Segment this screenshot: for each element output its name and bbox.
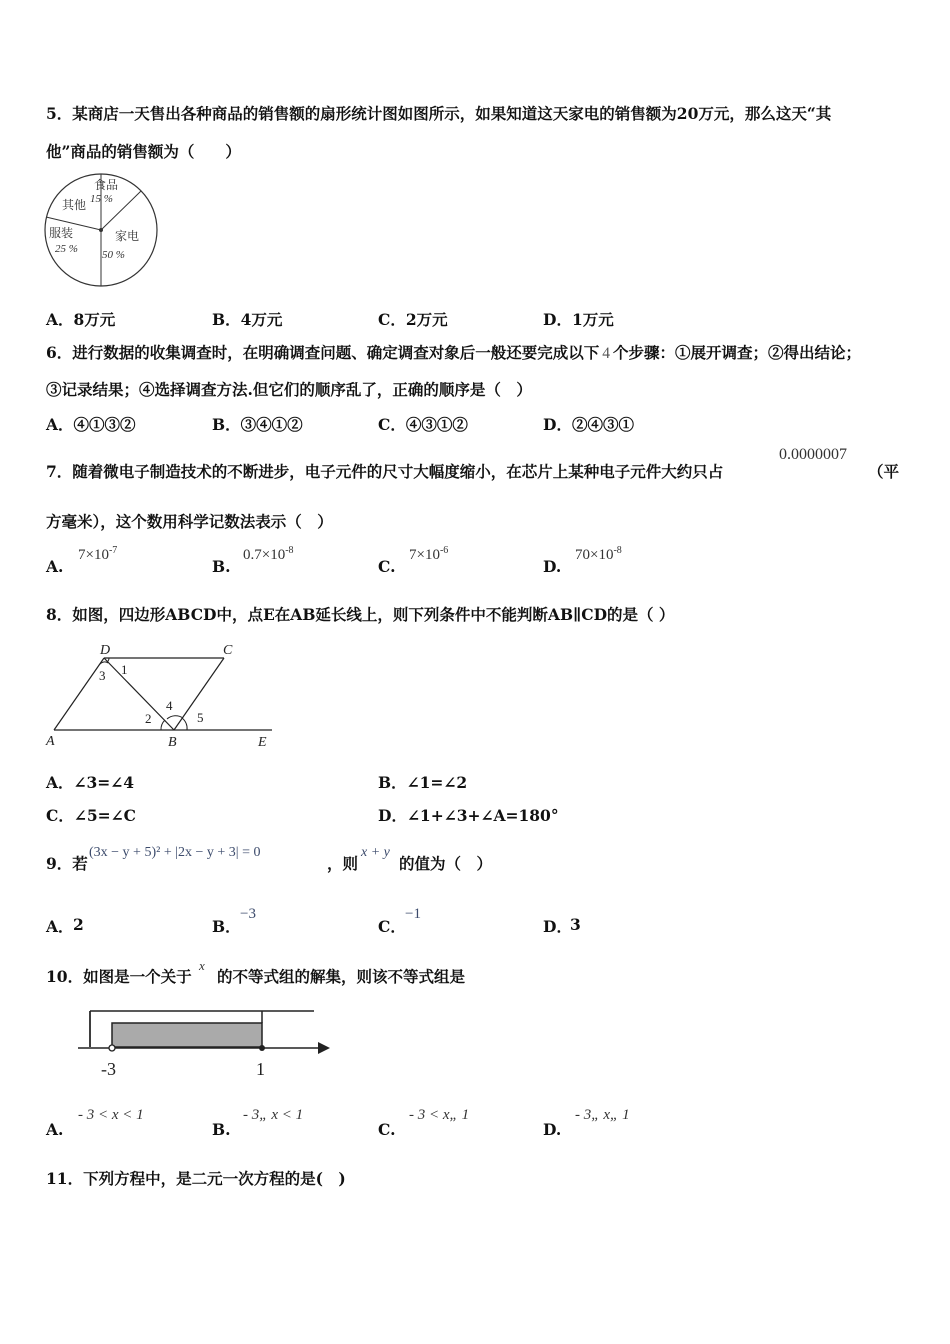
angle-4: 4 bbox=[166, 698, 173, 713]
q7-option-d-value bbox=[575, 545, 622, 564]
q7-option-d-exp: -8 bbox=[613, 545, 622, 556]
pie-label-clothes-pct: 25 % bbox=[55, 243, 78, 255]
q7-number: 0.0000007 bbox=[779, 446, 847, 463]
q10-option-c-value: - 3 < x„ 1 bbox=[409, 1107, 470, 1123]
q7-option-c-base: 7×10 bbox=[409, 547, 440, 563]
angle-3: 3 bbox=[99, 668, 106, 683]
q8-option-a: A．∠3=∠4 bbox=[46, 773, 135, 792]
q9-prefix: 9．若 bbox=[46, 854, 88, 873]
pie-chart bbox=[44, 172, 164, 288]
q9-option-d-label: D． bbox=[543, 917, 572, 936]
q8-option-b: B．∠1=∠2 bbox=[378, 773, 468, 792]
pie-label-other: 其他 bbox=[62, 198, 87, 212]
q9-expr: x + y bbox=[361, 845, 390, 860]
q7-stem-line2: 方毫米），这个数用科学记数法表示（ ） bbox=[46, 512, 333, 531]
q6-stem-line1 bbox=[46, 341, 861, 363]
q6-stem-part2: 个步骤：①展开调查；②得出结论； bbox=[613, 343, 862, 362]
q7-unit-open: （平 bbox=[868, 462, 900, 481]
point-c: C bbox=[223, 643, 233, 658]
q8-option-c: C．∠5=∠C bbox=[46, 806, 136, 825]
q10-option-a-label: A. bbox=[46, 1120, 64, 1139]
q5-option-a: A．8万元 bbox=[46, 310, 116, 329]
q10-suffix: 的不等式组的解集，则该不等式组是 bbox=[217, 967, 466, 986]
q8-option-d: D．∠1+∠3+∠A=180° bbox=[378, 806, 559, 825]
q9-mid: ，则 bbox=[327, 854, 359, 873]
point-e: E bbox=[258, 735, 267, 750]
number-line-figure bbox=[44, 1005, 344, 1081]
q5-option-d: D．1万元 bbox=[543, 310, 614, 329]
angle-5: 5 bbox=[197, 710, 204, 725]
q7-option-d-base: 70×10 bbox=[575, 547, 614, 563]
q11-stem: 11．下列方程中，是二元一次方程的是( ) bbox=[46, 1169, 346, 1188]
q9-option-a-label: A． bbox=[46, 917, 74, 936]
q5-stem-line1: 5．某商店一天售出各种商品的销售额的扇形统计图如图所示，如果知道这天家电的销售额为20万元，那么这天“其 bbox=[46, 104, 832, 123]
number-line-right-label: 1 bbox=[256, 1059, 265, 1079]
q9-option-c-label: C． bbox=[378, 917, 406, 936]
q10-option-d-value: - 3„ x„ 1 bbox=[575, 1107, 630, 1123]
q7-option-b-label: B. bbox=[212, 557, 231, 576]
number-line-left-label: -3 bbox=[101, 1059, 116, 1079]
q6-stem-line2: ③记录结果；④选择调查方法.但它们的顺序乱了，正确的顺序是（ ） bbox=[46, 380, 532, 399]
q10-prefix: 10．如图是一个关于 bbox=[46, 967, 192, 986]
q7-option-c-value bbox=[409, 545, 448, 564]
q7-option-a-label: A. bbox=[46, 557, 64, 576]
q10-option-d-label: D. bbox=[543, 1120, 562, 1139]
q7-option-b-exp: -8 bbox=[285, 545, 294, 556]
q6-option-a: A．④①③② bbox=[46, 415, 136, 434]
q5-stem-line2: 他”商品的销售额为（ ） bbox=[46, 142, 241, 161]
q5-option-b: B．4万元 bbox=[212, 310, 283, 329]
q6-stem-number: 4 bbox=[602, 345, 611, 362]
q7-option-d-label: D. bbox=[543, 557, 562, 576]
q10-option-b-label: B. bbox=[212, 1120, 231, 1139]
pie-label-clothes: 服装 bbox=[49, 226, 74, 240]
pie-label-food: 食品 bbox=[94, 178, 119, 192]
q6-stem-part1: 6．进行数据的收集调查时，在明确调查问题、确定调查对象后一般还要完成以下 bbox=[46, 343, 600, 362]
q6-option-b: B．③④①② bbox=[212, 415, 303, 434]
pie-label-food-pct: 15 % bbox=[90, 193, 113, 205]
quadrilateral-figure bbox=[44, 638, 276, 750]
q9-option-c-value: −1 bbox=[405, 906, 421, 922]
q9-option-d-value: 3 bbox=[570, 915, 581, 934]
q7-option-a-value bbox=[78, 545, 117, 564]
q7-option-c-exp: -6 bbox=[439, 545, 449, 556]
q9-option-a-value: 2 bbox=[73, 915, 84, 934]
q10-option-c-label: C. bbox=[378, 1120, 396, 1139]
pie-label-appliance-pct: 50 % bbox=[102, 249, 125, 261]
q7-option-b-value bbox=[243, 545, 294, 564]
q7-option-a-exp: -7 bbox=[108, 545, 118, 556]
q9-option-b-label: B． bbox=[212, 917, 241, 936]
q10-var: x bbox=[199, 958, 205, 973]
q7-option-c-label: C. bbox=[378, 557, 396, 576]
q7-option-b-base: 0.7×10 bbox=[243, 547, 286, 563]
q9-equation: (3x − y + 5)² + |2x − y + 3| = 0 bbox=[89, 845, 261, 860]
q6-option-d: D．②④③① bbox=[543, 415, 634, 434]
angle-1: 1 bbox=[121, 662, 128, 677]
q6-option-c: C．④③①② bbox=[378, 415, 468, 434]
q10-option-b-value: - 3„ x < 1 bbox=[243, 1107, 304, 1123]
q9-option-b-value: −3 bbox=[240, 906, 256, 922]
q5-option-c: C．2万元 bbox=[378, 310, 448, 329]
q7-stem-line1: 7．随着微电子制造技术的不断进步，电子元件的尺寸大幅度缩小，在芯片上某种电子元件大约只占 bbox=[46, 462, 724, 481]
point-a: A bbox=[46, 734, 55, 749]
pie-label-appliance: 家电 bbox=[115, 229, 140, 243]
q9-suffix: 的值为（ ） bbox=[399, 854, 493, 873]
point-d: D bbox=[100, 643, 111, 658]
q8-stem: 8．如图，四边形ABCD中，点E在AB延长线上，则下列条件中不能判断AB∥CD的是（ ） bbox=[46, 605, 675, 624]
q10-option-a-value: - 3 < x < 1 bbox=[78, 1107, 144, 1123]
point-b: B bbox=[168, 735, 177, 750]
q7-option-a-base: 7×10 bbox=[78, 547, 109, 563]
angle-2: 2 bbox=[145, 711, 152, 726]
